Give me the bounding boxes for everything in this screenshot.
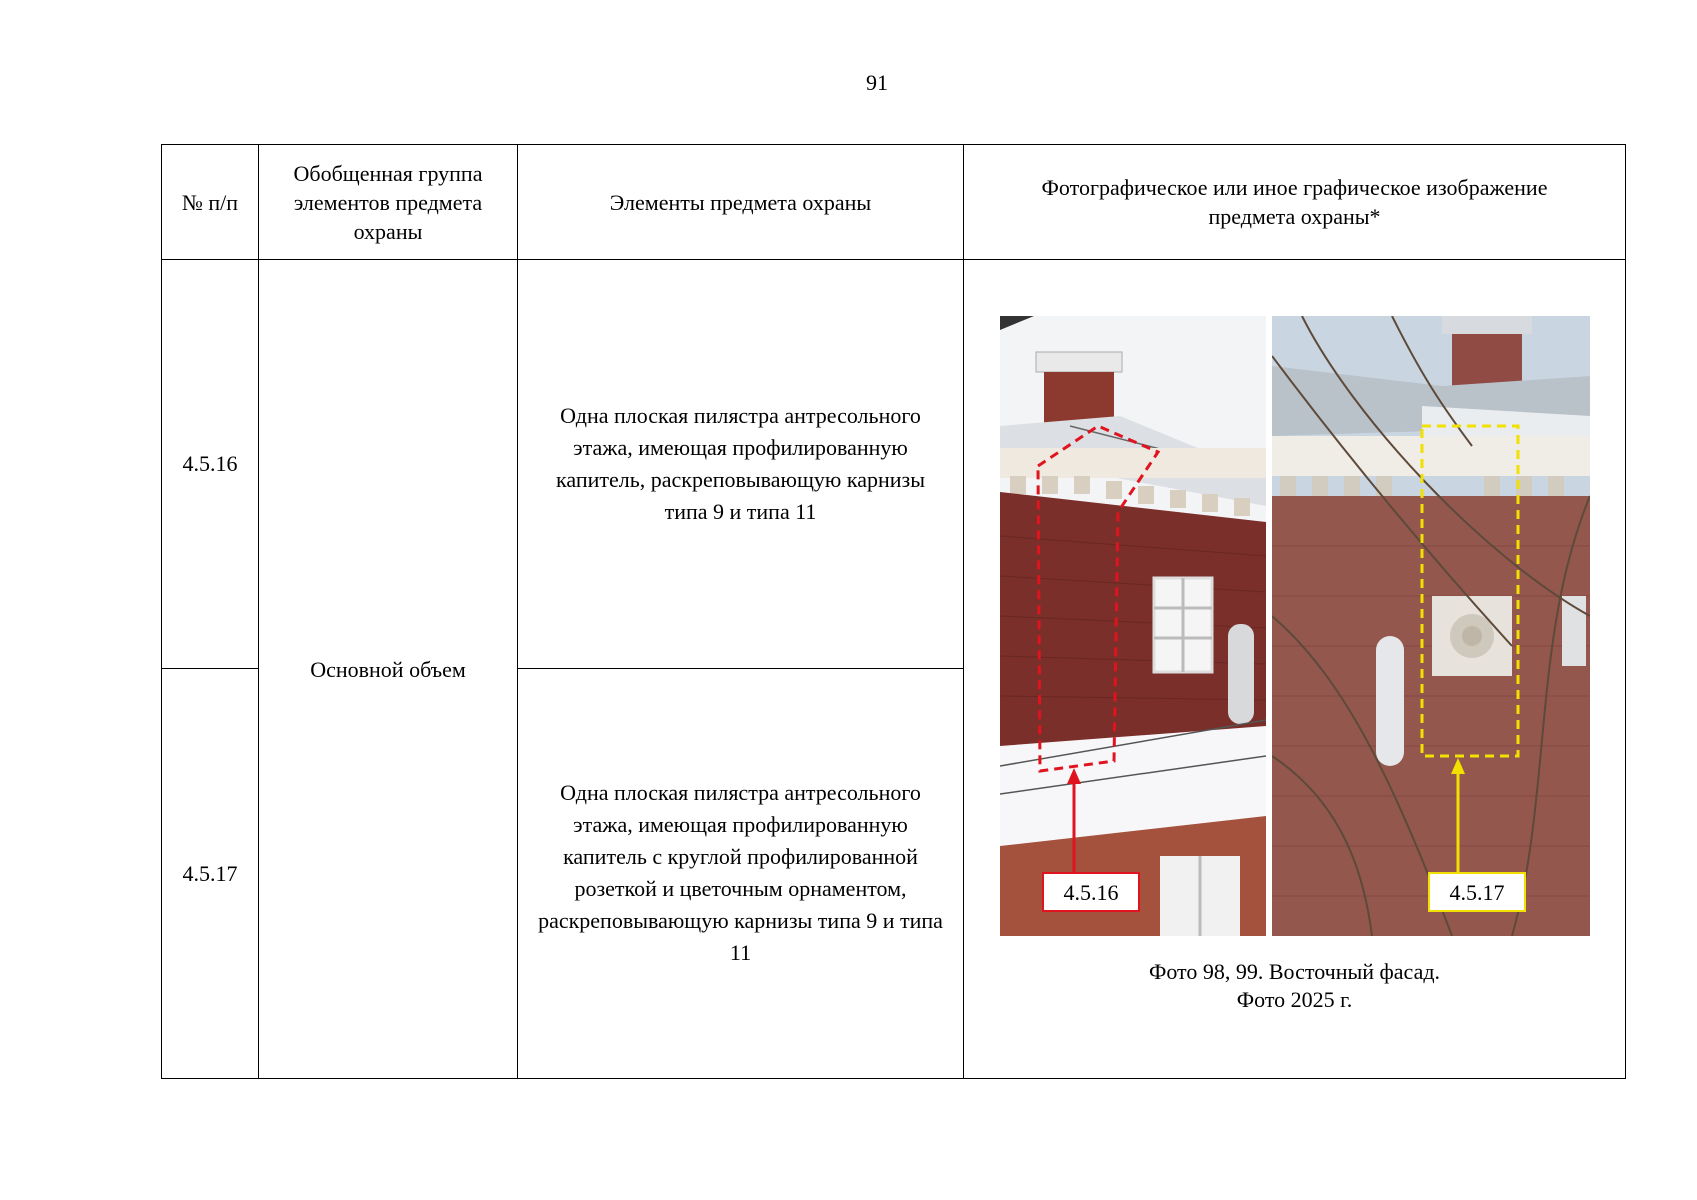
photos-container	[1000, 316, 1590, 936]
photo-98-image	[1000, 316, 1266, 936]
row-num: 4.5.16	[162, 260, 259, 668]
photo-label-4-5-16: 4.5.16	[1042, 872, 1140, 912]
header-image-text: Фотографическое или иное графическое изображение предмета охраны*	[1041, 175, 1548, 230]
photo-99-image	[1272, 316, 1590, 936]
table-row	[162, 260, 1626, 668]
photo-98	[1000, 316, 1266, 936]
header-num: № п/п	[162, 145, 259, 260]
table-header-row	[162, 145, 1626, 260]
photo-label-4-5-17: 4.5.17	[1428, 872, 1526, 912]
header-elements: Элементы предмета охраны	[518, 145, 964, 260]
group-cell: Основной объем	[259, 260, 518, 1079]
element-cell	[518, 260, 964, 668]
heritage-table	[161, 144, 1626, 1079]
page-number: 91	[866, 70, 888, 95]
header-group-text: Обобщенная группа элементов предмета охраны	[293, 160, 483, 244]
caption-line-1: Фото 98, 99. Восточный фасад.	[1148, 959, 1441, 985]
caption-line-2: Фото 2025 г.	[1236, 987, 1353, 1013]
element-text: Одна плоская пилястра антресольного этажа, имеющая профилированную капитель, раскреповывающую карнизы типа 9 и типа 11	[555, 402, 925, 524]
element-text: Одна плоская пилястра антресольного этажа, имеющая профилированную капитель с круглой профилированной розеткой и цветочным орнаментом, раскреповывающую карнизы типа 9 и типа 11	[538, 780, 943, 966]
photo-99	[1272, 316, 1590, 936]
header-group	[259, 145, 518, 260]
element-cell	[518, 668, 964, 1078]
row-num: 4.5.17	[162, 668, 259, 1078]
header-image	[964, 145, 1626, 260]
photo-cell	[964, 260, 1626, 1079]
photo-caption	[964, 958, 1625, 1014]
